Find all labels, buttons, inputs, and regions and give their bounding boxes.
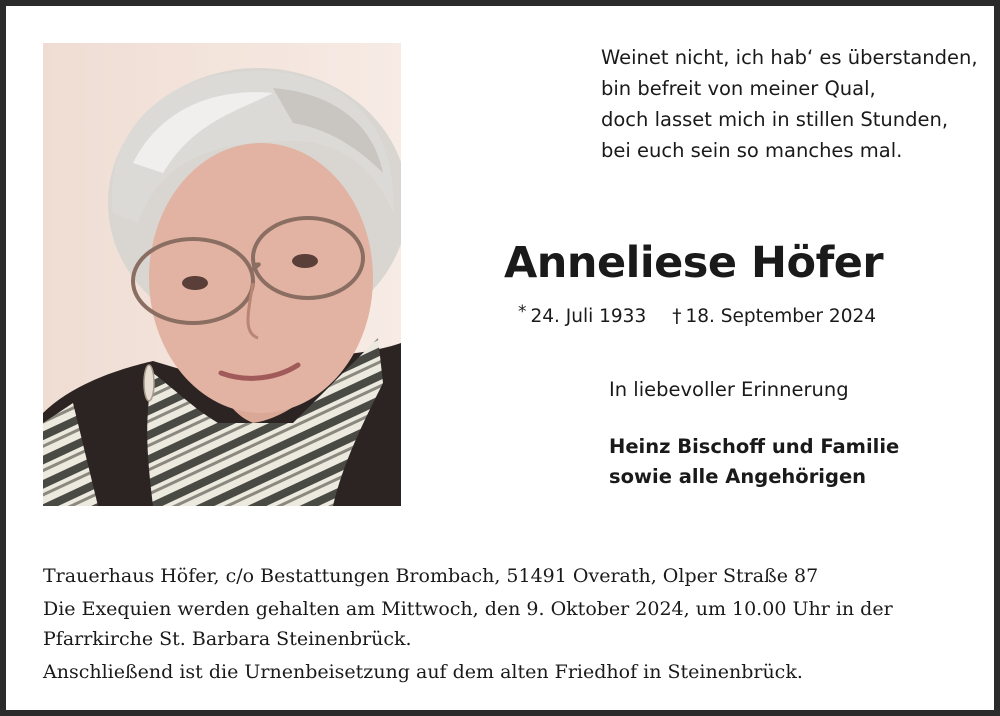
portrait-photo bbox=[43, 43, 401, 506]
service-information bbox=[43, 561, 973, 687]
mourner-line: sowie alle Angehörigen bbox=[609, 465, 867, 488]
mourners bbox=[609, 432, 899, 492]
burial-details: Anschließend ist die Urnenbeisetzung auf dem alten Friedhof in Steinenbrück. bbox=[43, 661, 803, 683]
birth-symbol: * bbox=[518, 302, 527, 322]
deceased-name: Anneliese Höfer bbox=[504, 238, 884, 288]
life-dates bbox=[518, 302, 876, 327]
service-details-continued: Pfarrkirche St. Barbara Steinenbrück. bbox=[43, 628, 412, 650]
poem bbox=[601, 42, 991, 166]
poem-line: Weinet nicht, ich hab‘ es überstanden, bbox=[601, 46, 978, 69]
poem-line: bin befreit von meiner Qual, bbox=[601, 77, 876, 100]
poem-line: bei euch sein so manches mal. bbox=[601, 139, 903, 162]
death-symbol: † bbox=[672, 306, 682, 327]
mourner-line: Heinz Bischoff und Familie bbox=[609, 435, 900, 458]
poem-line: doch lasset mich in stillen Stunden, bbox=[601, 108, 949, 131]
death-date: 18. September 2024 bbox=[685, 306, 877, 327]
funeral-home-address: Trauerhaus Höfer, c/o Bestattungen Brombach, 51491 Overath, Olper Straße 87 bbox=[43, 565, 819, 587]
birth-date: 24. Juli 1933 bbox=[530, 306, 647, 327]
portrait-illustration bbox=[43, 43, 401, 506]
memory-text: In liebevoller Erinnerung bbox=[609, 378, 849, 401]
service-details: Die Exequien werden gehalten am Mittwoch, den 9. Oktober 2024, um 10.00 Uhr in der bbox=[43, 598, 893, 620]
